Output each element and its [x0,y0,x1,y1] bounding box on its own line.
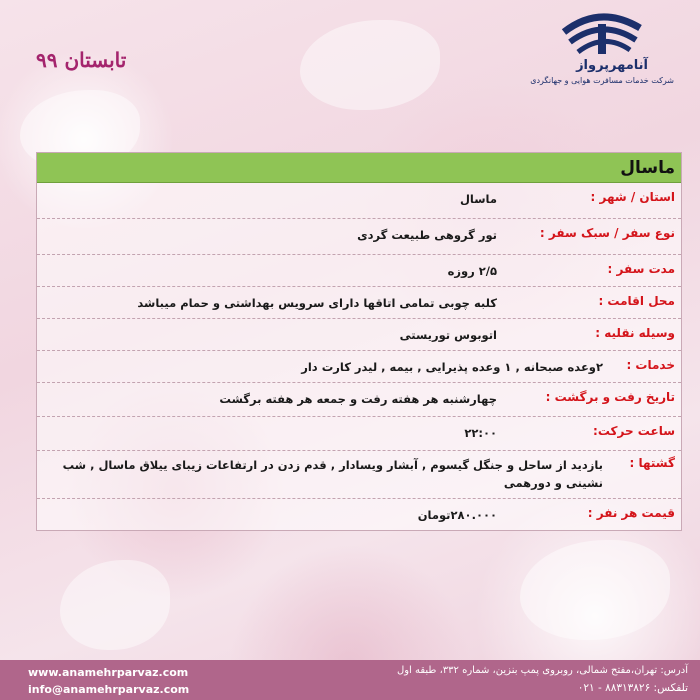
label-services: خدمات : [626,358,675,372]
label-excursions: گشتها : [629,456,675,470]
website-link[interactable]: www.anamehrparvaz.com [28,666,189,679]
tour-title: ماسال [37,153,681,183]
logo-name: آنامهرپرواز [576,58,648,73]
row-province [37,183,681,219]
label-departure-time: ساعت حرکت: [593,424,675,438]
row-price [37,499,681,530]
row-excursions [37,451,681,499]
value-departure-time: ۲۲:۰۰ [464,426,497,440]
background-petal [520,540,670,640]
value-excursions: بازدید از ساحل و جنگل گیسوم , آبشار ویسادار , قدم زدن در ارتفاعات زیبای ییلاق ماسال , شب نشینی و دورهمی [62,458,603,490]
value-duration: ۲/۵ روزه [447,264,497,278]
logo-subtitle: شرکت خدمات مسافرت هوایی و جهانگردی [530,76,674,85]
row-dates [37,383,681,417]
tour-info-table [36,152,682,531]
company-logo [528,10,678,90]
footer [0,660,700,700]
phone-text: تلفکس: ۸۸۳۱۳۸۲۶ - ۰۲۱ [577,682,688,694]
row-duration [37,255,681,287]
value-tour-type: تور گروهی طبیعت گردی [357,228,497,242]
logo-wings-icon [560,10,644,56]
label-accommodation: محل اقامت : [598,294,675,308]
row-departure-time [37,417,681,451]
address-text: آدرس: تهران،مفتح شمالی، روبروی پمپ بنزین، شماره ۳۳۲، طبقه اول [396,665,688,676]
background-petal [300,20,440,110]
label-price: قیمت هر نفر : [587,506,675,520]
value-price: ۲۸۰.۰۰۰تومان [417,508,497,522]
value-province: ماسال [459,192,497,206]
background-petal [60,560,170,650]
value-services: ۲وعده صبحانه , ۱ وعده پذیرایی , بیمه , لیدر کارت دار [301,360,603,374]
label-vehicle: وسیله نقلیه : [595,326,675,340]
label-tour-type: نوع سفر / سبک سفر : [539,226,675,240]
season-title: تابستان ۹۹ [36,48,127,72]
row-vehicle [37,319,681,351]
label-province: استان / شهر : [590,190,675,204]
label-duration: مدت سفر : [607,262,675,276]
value-accommodation: کلبه چوبی تمامی اتاقها دارای سرویس بهداشتی و حمام میباشد [137,296,497,310]
row-accommodation [37,287,681,319]
row-services [37,351,681,383]
value-dates: چهارشنبه هر هفته رفت و جمعه هر هفته برگشت [219,392,497,406]
label-dates: تاریخ رفت و برگشت : [545,390,675,404]
value-vehicle: اتوبوس توریستی [399,328,497,342]
email-link[interactable]: info@anamehrparvaz.com [28,683,190,696]
row-tour-type [37,219,681,255]
